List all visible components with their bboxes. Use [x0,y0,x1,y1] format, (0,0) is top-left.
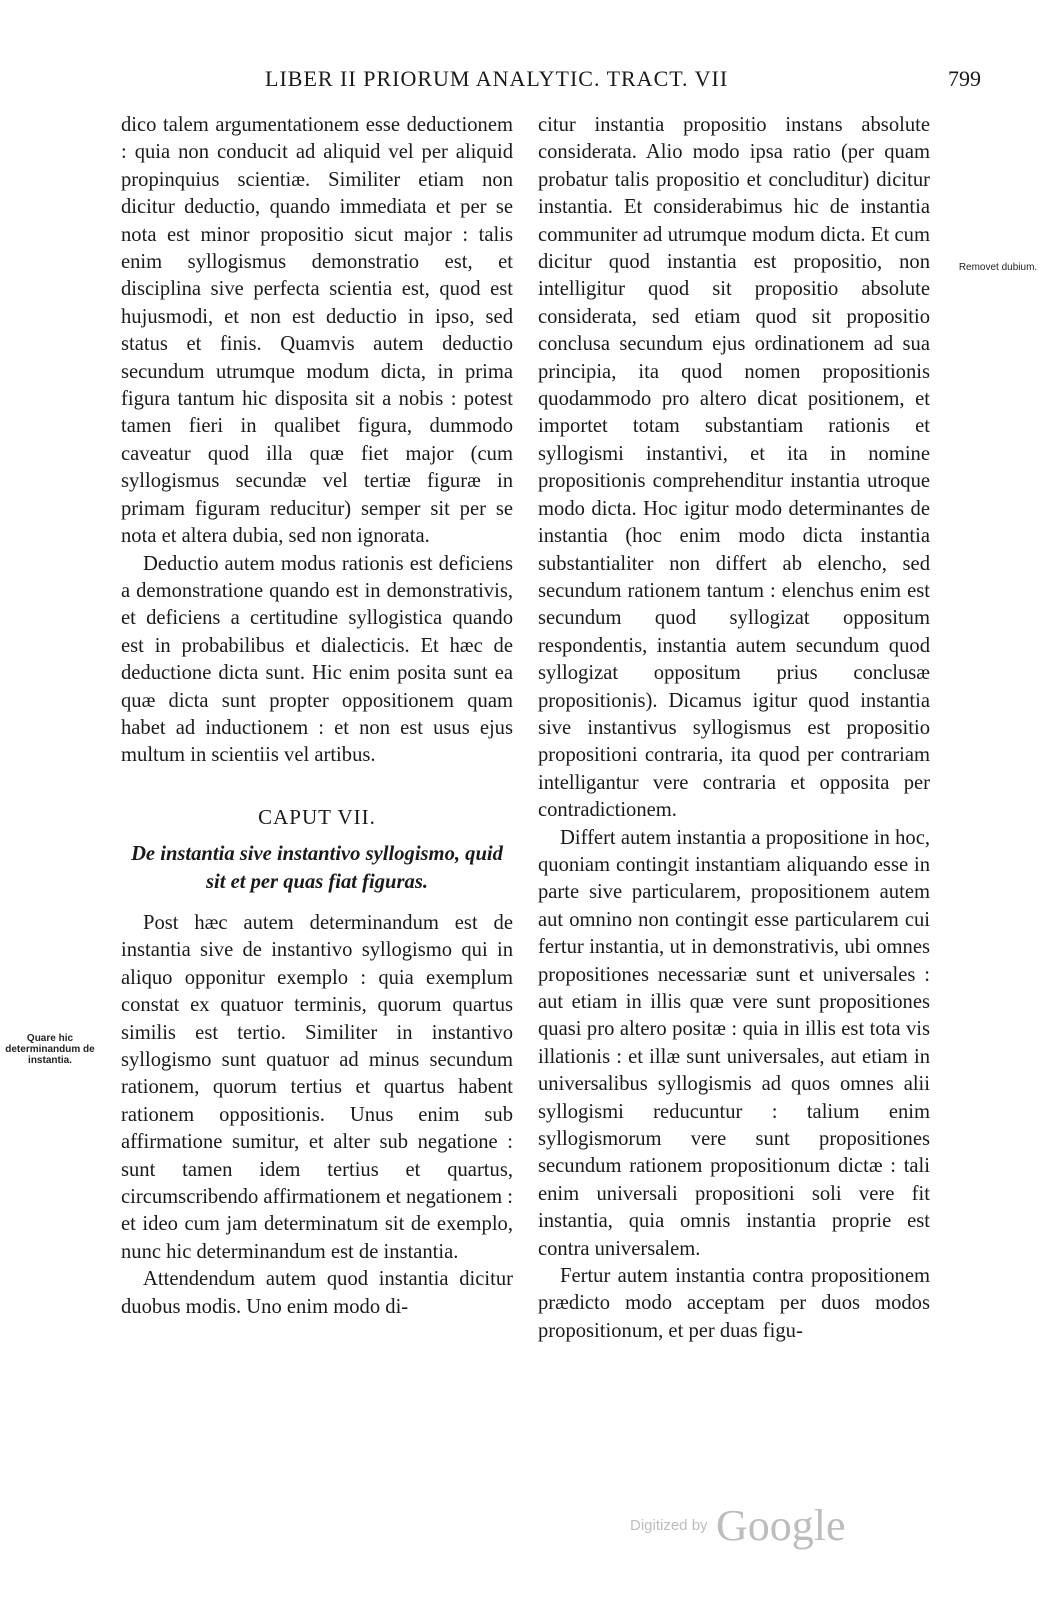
margin-note-left: Quare hic determinandum de instantia. [5,1033,95,1066]
left-paragraph-4: Attendendum autem quod instantia dicitur duobus modis. Uno enim modo di- [121,1268,513,1318]
chapter-subtitle: De instantia sive instantivo syllogismo, quid sit et per quas fiat figuras. [131,843,503,893]
watermark-prefix: Digitized by [630,1517,708,1534]
right-column [538,112,930,1345]
left-paragraph-2: Deductio autem modus rationis est deficiens a demonstratione quando est in demonstrativis, et deficiens a certitudine syllogistica quando est in probabilibus et dialecticis. Et hæc de deductione dicta sunt. Hic enim posita sunt ea quæ dicta sunt propter oppositionem quam habet ad inductionem : et non est usus ejus multum in scientiis vel artibus. [121,552,513,767]
left-paragraph-1: dico talem argumentationem esse deductionem : quia non conducit ad aliquid vel per aliquid propinquius scientiæ. Similiter etiam non dicitur deductio, quando immediata et per se nota est minor propositio sicut major : talis enim syllogismus demonstratio est, et disciplina sive perfecta scientia est, quod est hujusmodi, et non est deductio in ipso, sed status et finis. Quamvis autem deductio secundum utrumque modum dicta, in prima figura tantum hic disposita sit a nobis : potest tamen fieri in qualibet figura, dummodo caveatur quod illa quæ fiet major (cum syllogismus secundæ vel tertiæ figuræ in primam figuram reducitur) semper sit per se nota et altera dubia, sed non ignorata. [121,114,513,548]
margin-note-right: Removet dubium. [958,262,1038,273]
chapter-title: CAPUT VII. [258,804,376,829]
running-head: LIBER II PRIORUM ANALYTIC. TRACT. VII [265,66,729,91]
left-paragraph-3: Post hæc autem determinandum est de instantia sive de instantivo syllogismo qui in aliquo opponitur exemplo : quia exemplum constat ex quatuor terminis, quorum quartus similis est tertio. Similiter in instantivo syllogismo sunt quatuor ad minus secundum rationem, quorum tertius et quartus habent rationem oppositionis. Unus enim sub affirmatione sumitur, et alter sub negatione : sunt tamen idem tertius et quartus, circumscribendo affirmationem et negationem : et ideo cum jam determinatum sit de exemplo, nunc hic determinandum est de instantia. [121,911,513,1263]
right-paragraph-3: Fertur autem instantia contra propositionem prædicto modo acceptam per duos modos propositionum, et per duas figu- [538,1265,930,1342]
google-logo: Google [716,1501,846,1550]
left-column [121,112,513,1321]
digitized-watermark [630,1500,846,1551]
page-number: 799 [948,66,981,91]
right-paragraph-2: Differt autem instantia a propositione in hoc, quoniam contingit instantiam aliquando esse in parte sive particularem, propositionem autem aut omnino non contingit esse particularem cui fertur instantia, ut in demonstrativis, ubi omnes propositiones necessariæ sunt et universales : aut etiam in illis quæ vere sunt propositiones quasi pro altero positæ : quia in illis est tota vis illationis : et illæ sunt universales, aut etiam in universalibus syllogismis ad quos omnes alii syllogismi reducuntur : talium enim syllogismorum vere sunt propositiones secundum rationem propositionum dictæ : tali enim universali propositioni soli vere fit instantia, quia omnis instantia proprie est contra universalem. [538,826,930,1260]
right-paragraph-1: citur instantia propositio instans absolute considerata. Alio modo ipsa ratio (per quam probatur talis propositio et concluditur) dicitur instantia. Et considerabimus hic de instantia communiter ad utrumque modum dicta. Et cum dicitur quod instantia est propositio, non intelligitur quod sit propositio absolute considerata, sed etiam quod sit propositio conclusa secundum ejus ordinationem ad sua principia, ita quod nomen propositionis quodammodo pro altero dicat positionem, et importet totam substantiam rationis et syllogismi instantivi, et ita in nomine propositionis comprehenditur instantia utroque modo dicta. Hoc igitur modo determinantes de instantia (hoc enim modo dicta instantia substantialiter non differt ab elencho, sed secundum rationem tantum : elenchus enim est secundum quod syllogizat oppositum respondentis, instantia autem secundum quod syllogizat oppositum prius conclusæ propositionis). Dicamus igitur quod instantia sive instantivus syllogismus est propositio propositioni contraria, ita quod per contrariam intelligantur vere contraria et opposita per contradictionem. [538,114,930,822]
